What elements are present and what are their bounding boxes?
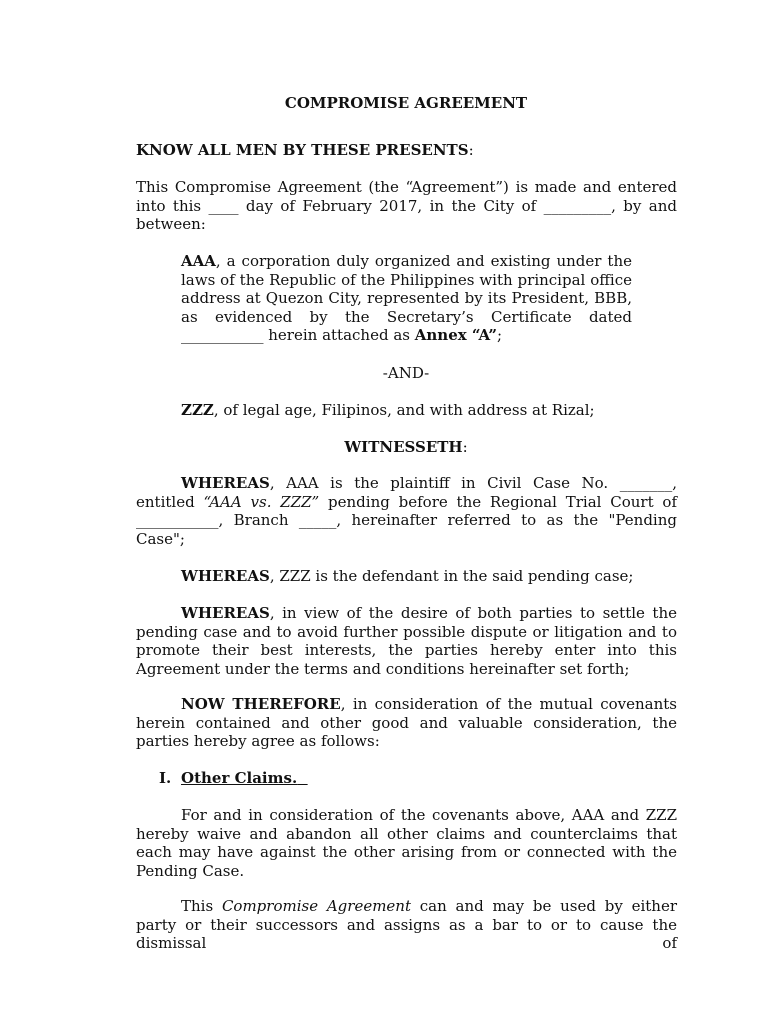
party1-name: AAA	[181, 252, 216, 270]
now-therefore-paragraph	[136, 695, 677, 751]
whereas1-case: “AAA vs. ZZZ”	[203, 492, 320, 511]
whereas3-text: , in view of the desire of both parties to settle the pending case and to avoid further possible dispute or litigation and to promote their best interests, the parties hereby enter into this Agreement under the terms and conditions hereinafter set forth;	[136, 604, 677, 678]
section1-heading	[159, 769, 659, 788]
para2-emph: Compromise Agreement	[221, 897, 411, 915]
whereas2-paragraph	[136, 567, 677, 586]
section1-number: I.	[159, 769, 172, 787]
party1-annex: Annex “A”	[414, 326, 497, 345]
whereas1-text-b: pending before the Regional Trial Court of ___________, Branch _____, hereinafter referred to as the "Pending Case";	[136, 492, 677, 548]
party2-name: ZZZ	[181, 401, 214, 419]
whereas3-paragraph	[136, 604, 677, 678]
para2-text-a: This	[181, 897, 222, 915]
party2-paragraph	[181, 401, 661, 420]
party1-text-b: ;	[496, 326, 503, 345]
party1-paragraph	[181, 252, 632, 345]
know-all-colon: :	[468, 141, 474, 159]
whereas1-paragraph	[136, 474, 677, 548]
document-title: COMPROMISE AGREEMENT	[284, 94, 528, 112]
whereas2-text: , ZZZ is the defendant in the said pending case;	[269, 567, 634, 585]
para1-paragraph: For and in consideration of the covenants above, AAA and ZZZ hereby waive and abandon all other claims and counterclaims that each may have against the other arising from or connected with the Pending Case.	[136, 806, 677, 880]
party1-text-a: , a corporation duly organized and existing under the laws of the Republic of the Philippines with principal office address at Quezon City, represented by its President, BBB, as evidenced by the Secretary’s Certificate dated ___________ herein attached as	[181, 252, 632, 345]
now-therefore-lead: NOW THEREFORE	[181, 695, 341, 713]
now-therefore-text: , in consideration of the mutual covenants herein contained and other good and valuable consideration, the parties hereby agree as follows:	[136, 695, 677, 751]
party2-text: , of legal age, Filipinos, and with address at Rizal;	[213, 401, 595, 419]
witnesseth-heading	[0, 438, 768, 457]
witnesseth-colon: :	[462, 438, 468, 456]
know-all-text: KNOW ALL MEN BY THESE PRESENTS	[136, 141, 469, 159]
witnesseth-text: WITNESSETH	[344, 438, 463, 456]
whereas3-lead: WHEREAS	[181, 604, 270, 622]
intro-paragraph: This Compromise Agreement (the “Agreement”) is made and entered into this ____ day of February 2017, in the City of _________, by and between:	[136, 178, 677, 234]
para2-text-b: can and may be used by either party or their successors and assigns as a bar to or to cause the dismissal of	[136, 897, 678, 953]
whereas1-lead: WHEREAS	[181, 474, 270, 492]
section1-title: Other Claims.	[181, 769, 298, 787]
whereas2-lead: WHEREAS	[181, 567, 270, 585]
and-separator: -AND-	[382, 364, 430, 382]
para2-paragraph	[136, 897, 677, 953]
know-all-heading	[136, 141, 679, 160]
whereas1-text-a: , AAA is the plaintiff in Civil Case No. _______, entitled	[136, 474, 677, 511]
